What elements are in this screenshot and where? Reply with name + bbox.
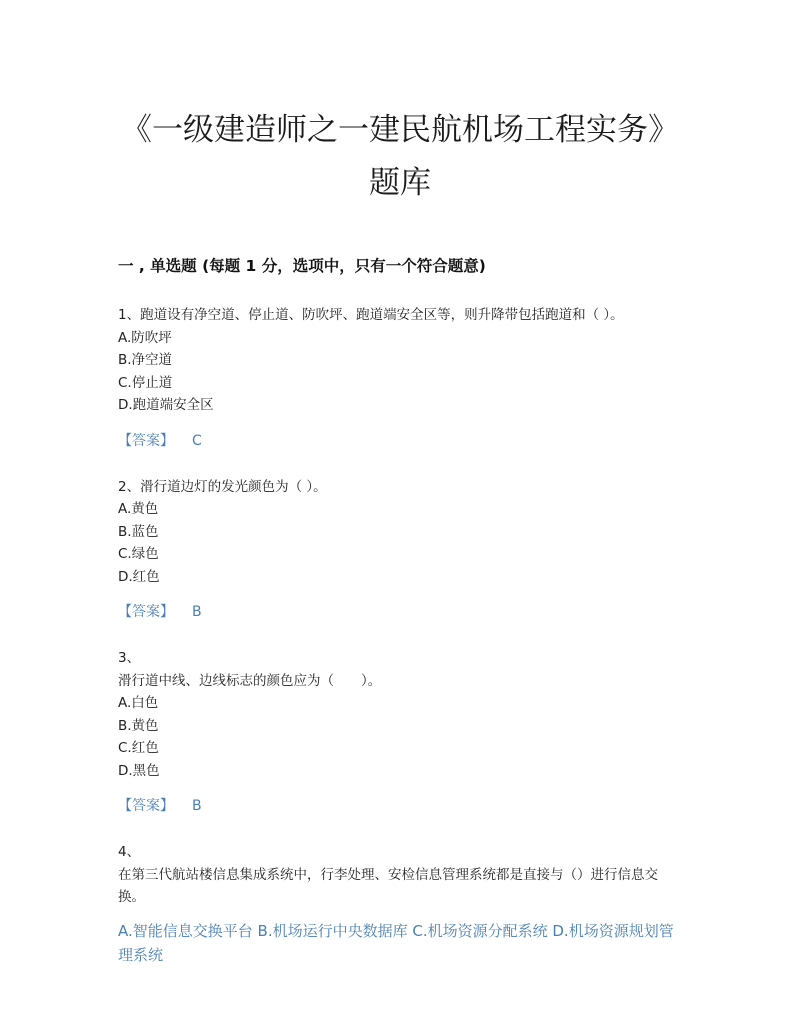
question-4-number: 4、	[118, 844, 141, 860]
question-4	[118, 841, 682, 967]
question-1-option-b: B.净空道	[118, 352, 173, 368]
question-3-option-a: A.白色	[118, 695, 159, 711]
question-3-number: 3、	[118, 650, 141, 666]
question-1-option-a: A.防吹坪	[118, 329, 172, 346]
question-3-option-d: D.黑色	[118, 762, 160, 779]
document-title: 《一级建造师之一建民航机场工程实务》题库	[121, 112, 679, 201]
question-1-stem: 1、跑道设有净空道、停止道、防吹坪、跑道端安全区等，则升降带包括跑道和（ ）。	[118, 307, 624, 323]
question-1-option-c: C.停止道	[118, 374, 173, 391]
section-heading: 一 , 单选题 (每题 1 分，选项中，只有一个符合题意)	[118, 257, 486, 275]
answer-label: 【答案】	[118, 432, 174, 449]
question-1-answer	[118, 430, 682, 452]
question-3-option-c: C.红色	[118, 740, 159, 756]
answer-label: 【答案】	[118, 604, 174, 620]
answer-label: 【答案】	[118, 798, 174, 814]
question-4-options: A.智能信息交换平台 B.机场运行中央数据库 C.机场资源分配系统 D.机场资源规划管理系统	[118, 921, 674, 964]
answer-value: B	[192, 604, 202, 620]
question-3-stem: 滑行道中线、边线标志的颜色应为（ ）。	[118, 672, 382, 689]
question-4-stem: 在第三代航站楼信息集成系统中，行李处理、安检信息管理系统都是直接与（）进行信息交换。	[118, 866, 658, 905]
question-3	[118, 647, 682, 817]
question-1	[118, 304, 682, 452]
question-2-answer	[118, 601, 682, 623]
question-3-answer	[118, 795, 682, 817]
question-2-option-d: D.红色	[118, 568, 160, 585]
question-2-option-c: C.绿色	[118, 546, 159, 562]
answer-value: B	[192, 798, 202, 814]
question-2	[118, 476, 682, 624]
question-2-option-b: B.蓝色	[118, 523, 159, 540]
question-3-option-b: B.黄色	[118, 717, 159, 734]
question-1-option-d: D.跑道端安全区	[118, 397, 214, 413]
question-2-stem: 2、滑行道边灯的发光颜色为（ ）。	[118, 478, 327, 495]
answer-value: C	[192, 432, 202, 449]
question-2-option-a: A.黄色	[118, 501, 159, 517]
